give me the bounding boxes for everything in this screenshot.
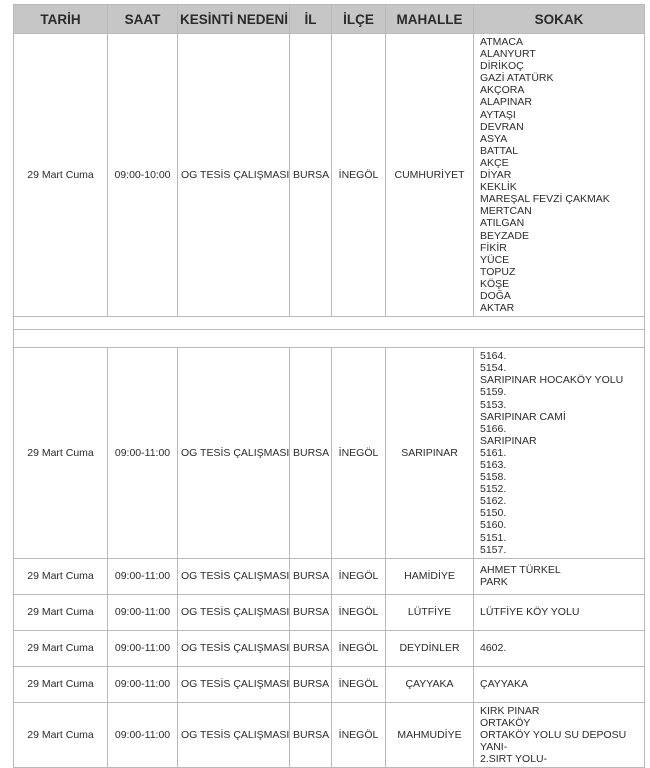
street-name: TOPUZ bbox=[480, 265, 516, 278]
header-district: İLÇE bbox=[332, 5, 386, 34]
outage-table-container bbox=[13, 4, 644, 768]
street-name: 5164. bbox=[480, 350, 507, 363]
header-neighborhood: MAHALLE bbox=[386, 5, 474, 34]
cell-reason: OG TESİS ÇALIŞMASI bbox=[178, 34, 290, 317]
cell-time: 09:00-11:00 bbox=[108, 666, 178, 702]
spacer-cell bbox=[14, 317, 645, 330]
street-name: 5157. bbox=[480, 543, 507, 556]
cell-district: İNEGÖL bbox=[332, 34, 386, 317]
street-name: SARIPINAR bbox=[480, 434, 537, 447]
cell-neighborhood: ÇAYYAKA bbox=[386, 666, 474, 702]
cell-district: İNEGÖL bbox=[332, 702, 386, 767]
street-name: MAREŞAL FEVZİ ÇAKMAK bbox=[480, 193, 610, 206]
cell-date: 29 Mart Cuma bbox=[14, 558, 108, 594]
street-name: FİKİR bbox=[480, 241, 507, 254]
table-row bbox=[14, 34, 645, 317]
street-name: KIRK PINAR bbox=[480, 704, 540, 717]
table-row bbox=[14, 558, 645, 594]
street-name: MERTCAN bbox=[480, 205, 532, 218]
street-name: BEYZADE bbox=[480, 229, 530, 242]
cell-date: 29 Mart Cuma bbox=[14, 594, 108, 630]
cell-neighborhood: CUMHURİYET bbox=[386, 34, 474, 317]
street-name: 5151. bbox=[480, 531, 507, 544]
street-name: DEVRAN bbox=[480, 120, 524, 133]
table-row bbox=[14, 348, 645, 559]
street-name: 5152. bbox=[480, 483, 507, 496]
cell-streets bbox=[474, 348, 645, 559]
street-name: 5161. bbox=[480, 446, 507, 459]
street-name: 5160. bbox=[480, 519, 507, 532]
street-name: LÜTFİYE KÖY YOLU bbox=[480, 606, 580, 619]
table-row bbox=[14, 630, 645, 666]
street-name: 5158. bbox=[480, 471, 507, 484]
street-name: SARIPINAR CAMİ bbox=[480, 410, 566, 423]
cell-streets bbox=[474, 702, 645, 767]
street-name: 2.SIRT YOLU- bbox=[480, 753, 548, 766]
cell-date: 29 Mart Cuma bbox=[14, 630, 108, 666]
street-name: 5154. bbox=[480, 362, 507, 375]
street-name: AKTAR bbox=[480, 302, 515, 315]
cell-district: İNEGÖL bbox=[332, 594, 386, 630]
cell-reason: OG TESİS ÇALIŞMASI bbox=[178, 702, 290, 767]
street-name: ATILGAN bbox=[480, 217, 525, 230]
cell-city: BURSA bbox=[290, 702, 332, 767]
cell-time: 09:00-10:00 bbox=[108, 34, 178, 317]
cell-reason: OG TESİS ÇALIŞMASI bbox=[178, 594, 290, 630]
street-name: 5162. bbox=[480, 495, 507, 508]
cell-date: 29 Mart Cuma bbox=[14, 34, 108, 317]
table-row bbox=[14, 702, 645, 767]
cell-streets bbox=[474, 666, 645, 702]
cell-reason: OG TESİS ÇALIŞMASI bbox=[178, 666, 290, 702]
cell-time: 09:00-11:00 bbox=[108, 348, 178, 559]
spacer-row bbox=[14, 330, 645, 348]
cell-neighborhood: DEYDİNLER bbox=[386, 630, 474, 666]
street-name: ALAPINAR bbox=[480, 96, 532, 109]
cell-district: İNEGÖL bbox=[332, 558, 386, 594]
cell-city: BURSA bbox=[290, 34, 332, 317]
table-row bbox=[14, 594, 645, 630]
table-header-row bbox=[14, 5, 645, 34]
street-name: AKÇE bbox=[480, 156, 509, 169]
street-name: SARIPINAR HOCAKÖY YOLU bbox=[480, 374, 624, 387]
cell-streets bbox=[474, 34, 645, 317]
street-name: AHMET TÜRKEL bbox=[480, 564, 561, 577]
street-name: ORTAKÖY YOLU SU DEPOSU YANI- bbox=[480, 728, 627, 754]
header-time: SAAT bbox=[108, 5, 178, 34]
street-name: PARK bbox=[480, 576, 508, 589]
cell-city: BURSA bbox=[290, 594, 332, 630]
cell-time: 09:00-11:00 bbox=[108, 630, 178, 666]
street-name: AYTAŞI bbox=[480, 108, 516, 121]
street-name: KÖŞE bbox=[480, 277, 510, 290]
cell-date: 29 Mart Cuma bbox=[14, 702, 108, 767]
cell-date: 29 Mart Cuma bbox=[14, 348, 108, 559]
cell-streets bbox=[474, 630, 645, 666]
header-date: TARİH bbox=[14, 5, 108, 34]
cell-reason: OG TESİS ÇALIŞMASI bbox=[178, 630, 290, 666]
header-city: İL bbox=[290, 5, 332, 34]
cell-city: BURSA bbox=[290, 348, 332, 559]
cell-city: BURSA bbox=[290, 558, 332, 594]
spacer-row bbox=[14, 317, 645, 330]
cell-neighborhood: MAHMUDİYE bbox=[386, 702, 474, 767]
street-name: 5153. bbox=[480, 398, 507, 411]
cell-neighborhood: SARIPINAR bbox=[386, 348, 474, 559]
street-name: ÇAYYAKA bbox=[480, 678, 529, 691]
street-name: 5166. bbox=[480, 422, 507, 435]
street-name: 5150. bbox=[480, 507, 507, 520]
table-row bbox=[14, 666, 645, 702]
street-name: KEKLİK bbox=[480, 181, 517, 194]
cell-district: İNEGÖL bbox=[332, 348, 386, 559]
street-name: YÜCE bbox=[480, 253, 510, 266]
cell-city: BURSA bbox=[290, 666, 332, 702]
street-name: DİYAR bbox=[480, 169, 512, 182]
cell-city: BURSA bbox=[290, 630, 332, 666]
cell-district: İNEGÖL bbox=[332, 630, 386, 666]
street-name: ATMACA bbox=[480, 36, 523, 48]
street-name: 5163. bbox=[480, 459, 507, 471]
cell-time: 09:00-11:00 bbox=[108, 702, 178, 767]
street-name: 5159. bbox=[480, 386, 507, 399]
street-name: DOĞA bbox=[480, 289, 511, 302]
header-reason: KESİNTİ NEDENİ bbox=[178, 5, 290, 34]
spacer-cell bbox=[14, 330, 645, 348]
outage-table bbox=[13, 4, 645, 768]
street-name: ASYA bbox=[480, 132, 508, 145]
cell-neighborhood: LÜTFİYE bbox=[386, 594, 474, 630]
street-name: BATTAL bbox=[480, 144, 519, 157]
cell-time: 09:00-11:00 bbox=[108, 558, 178, 594]
cell-reason: OG TESİS ÇALIŞMASI bbox=[178, 348, 290, 559]
street-name: ORTAKÖY bbox=[480, 716, 531, 729]
street-name: DİRİKOÇ bbox=[480, 60, 524, 73]
cell-time: 09:00-11:00 bbox=[108, 594, 178, 630]
cell-streets bbox=[474, 594, 645, 630]
cell-streets bbox=[474, 558, 645, 594]
header-street: SOKAK bbox=[474, 5, 645, 34]
street-name: ALANYURT bbox=[480, 48, 536, 61]
cell-district: İNEGÖL bbox=[332, 666, 386, 702]
street-name: GAZİ ATATÜRK bbox=[480, 72, 554, 85]
cell-reason: OG TESİS ÇALIŞMASI bbox=[178, 558, 290, 594]
street-name: AKÇORA bbox=[480, 84, 525, 97]
cell-neighborhood: HAMİDİYE bbox=[386, 558, 474, 594]
street-name: 4602. bbox=[480, 642, 507, 655]
cell-date: 29 Mart Cuma bbox=[14, 666, 108, 702]
